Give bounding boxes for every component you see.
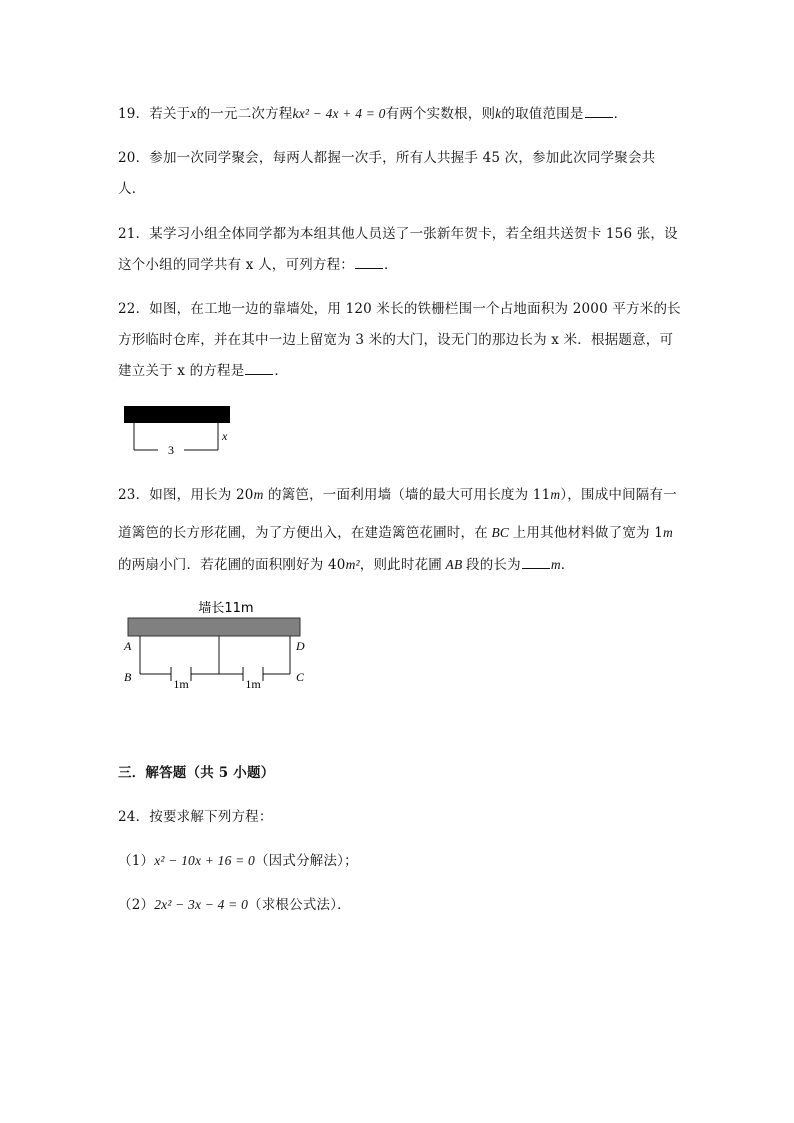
q23-l3-unit: m xyxy=(550,557,561,572)
q24-p1-label: （1） xyxy=(118,853,155,869)
q19-equation: kx² − 4x + 4 = 0 xyxy=(292,106,386,121)
q19-text-mid2: 有两个实数根，则 xyxy=(385,106,496,122)
q24-p1-method: （因式分解法）； xyxy=(254,853,358,869)
q23-l1-a: 23．如图，用长为 20 xyxy=(118,487,254,503)
q23-wall xyxy=(128,618,300,636)
q19-var-x: x xyxy=(190,106,197,121)
question-24-stem: 24．按要求解下列方程： xyxy=(118,809,273,825)
q22-wall xyxy=(124,406,230,423)
question-23-line3 xyxy=(118,556,575,574)
q19-text-mid1: 的一元二次方程 xyxy=(196,106,293,122)
q23-l2-a: 道篱笆的长方形花圃，为了方便出入，在建造篱笆花圃时，在 xyxy=(118,525,488,541)
q22-answer-blank[interactable] xyxy=(245,362,273,375)
q23-point-d: D xyxy=(296,639,305,653)
q19-text-suffix: 的取值范围是 xyxy=(501,106,584,122)
q23-l2-unit: m xyxy=(663,525,673,540)
q24-p2-equation: 2x² − 3x − 4 = 0 xyxy=(154,897,249,912)
q23-answer-blank[interactable] xyxy=(522,556,550,569)
section-3-title: 三．解答题（共 5 小题） xyxy=(118,765,275,781)
q23-door1-label: 1m xyxy=(173,677,189,691)
q19-end: ． xyxy=(613,106,628,122)
q19-text-prefix: 19．若关于 xyxy=(118,106,191,122)
q23-l2-b: 上用其他材料做了宽为 1 xyxy=(512,525,663,541)
q23-l3-a: 的两扇小门．若花圃的面积刚好为 40 xyxy=(118,557,346,573)
q19-var-k: k xyxy=(495,106,502,121)
q23-door2-label: 1m xyxy=(245,677,261,691)
q23-point-a: A xyxy=(124,639,132,653)
question-20-line1: 20．参加一次同学聚会，每两人都握一次手，所有人共握手 45 次，参加此次同学聚会共 xyxy=(118,150,656,166)
question-22-line1: 22．如图，在工地一边的靠墙处，用 120 米长的铁栅栏围一个占地面积为 2000 平方米的长 xyxy=(118,301,681,317)
q22-end: ． xyxy=(274,363,289,379)
q23-l3-ab: AB xyxy=(441,557,467,572)
q23-l2-bc: BC xyxy=(487,525,513,540)
q23-l1-b: 的篱笆，一面利用墙（墙的最大可用长度为 11 xyxy=(263,487,551,503)
q21-text: 这个小组的同学共有 x 人，可列方程： xyxy=(118,257,354,273)
question-19 xyxy=(118,105,627,123)
q21-end: ． xyxy=(384,257,398,273)
q23-point-c: C xyxy=(296,670,305,684)
q23-l3-b: ，则此时花圃 xyxy=(359,557,442,573)
q23-wall-label: 墙长11m xyxy=(198,601,254,616)
question-24-part2 xyxy=(118,896,351,914)
q24-p1-equation: x² − 10x + 16 = 0 xyxy=(154,853,255,868)
q21-answer-blank[interactable] xyxy=(355,256,383,269)
q23-garden-diagram xyxy=(118,596,318,696)
q22-warehouse-diagram xyxy=(118,402,248,462)
q24-p2-method: （求根公式法）． xyxy=(248,897,351,913)
question-23-line1 xyxy=(118,486,677,504)
q23-l1-c: ），围成中间隔有一 xyxy=(560,487,677,503)
q23-l3-c: 段的长为 xyxy=(466,557,521,573)
q23-l1-unit: m xyxy=(253,487,264,502)
q23-end: ． xyxy=(560,557,575,573)
question-22-line2: 方形临时仓库，并在其中一边上留宽为 3 米的大门，设无门的那边长为 x 米．根据题意，可 xyxy=(118,332,674,348)
q22-label-gate-width: 3 xyxy=(168,443,174,457)
q19-answer-blank[interactable] xyxy=(585,105,613,118)
question-21-line1: 21．某学习小组全体同学都为本组其他人员送了一张新年贺卡，若全组共送贺卡 156 张，设 xyxy=(118,226,678,242)
question-22-line3 xyxy=(118,362,288,380)
q24-p2-label: （2） xyxy=(118,897,155,913)
question-23-line2 xyxy=(118,524,673,542)
q23-point-b: B xyxy=(124,670,132,684)
q22-text: 建立关于 x 的方程是 xyxy=(118,363,245,379)
q23-l3-area-unit: m² xyxy=(345,557,360,572)
q22-label-x: x xyxy=(222,429,228,443)
q23-l1-unit2: m xyxy=(550,487,561,502)
question-20-line2: 人． xyxy=(118,181,146,197)
question-24-part1 xyxy=(118,852,358,870)
question-21-line2 xyxy=(118,256,398,274)
